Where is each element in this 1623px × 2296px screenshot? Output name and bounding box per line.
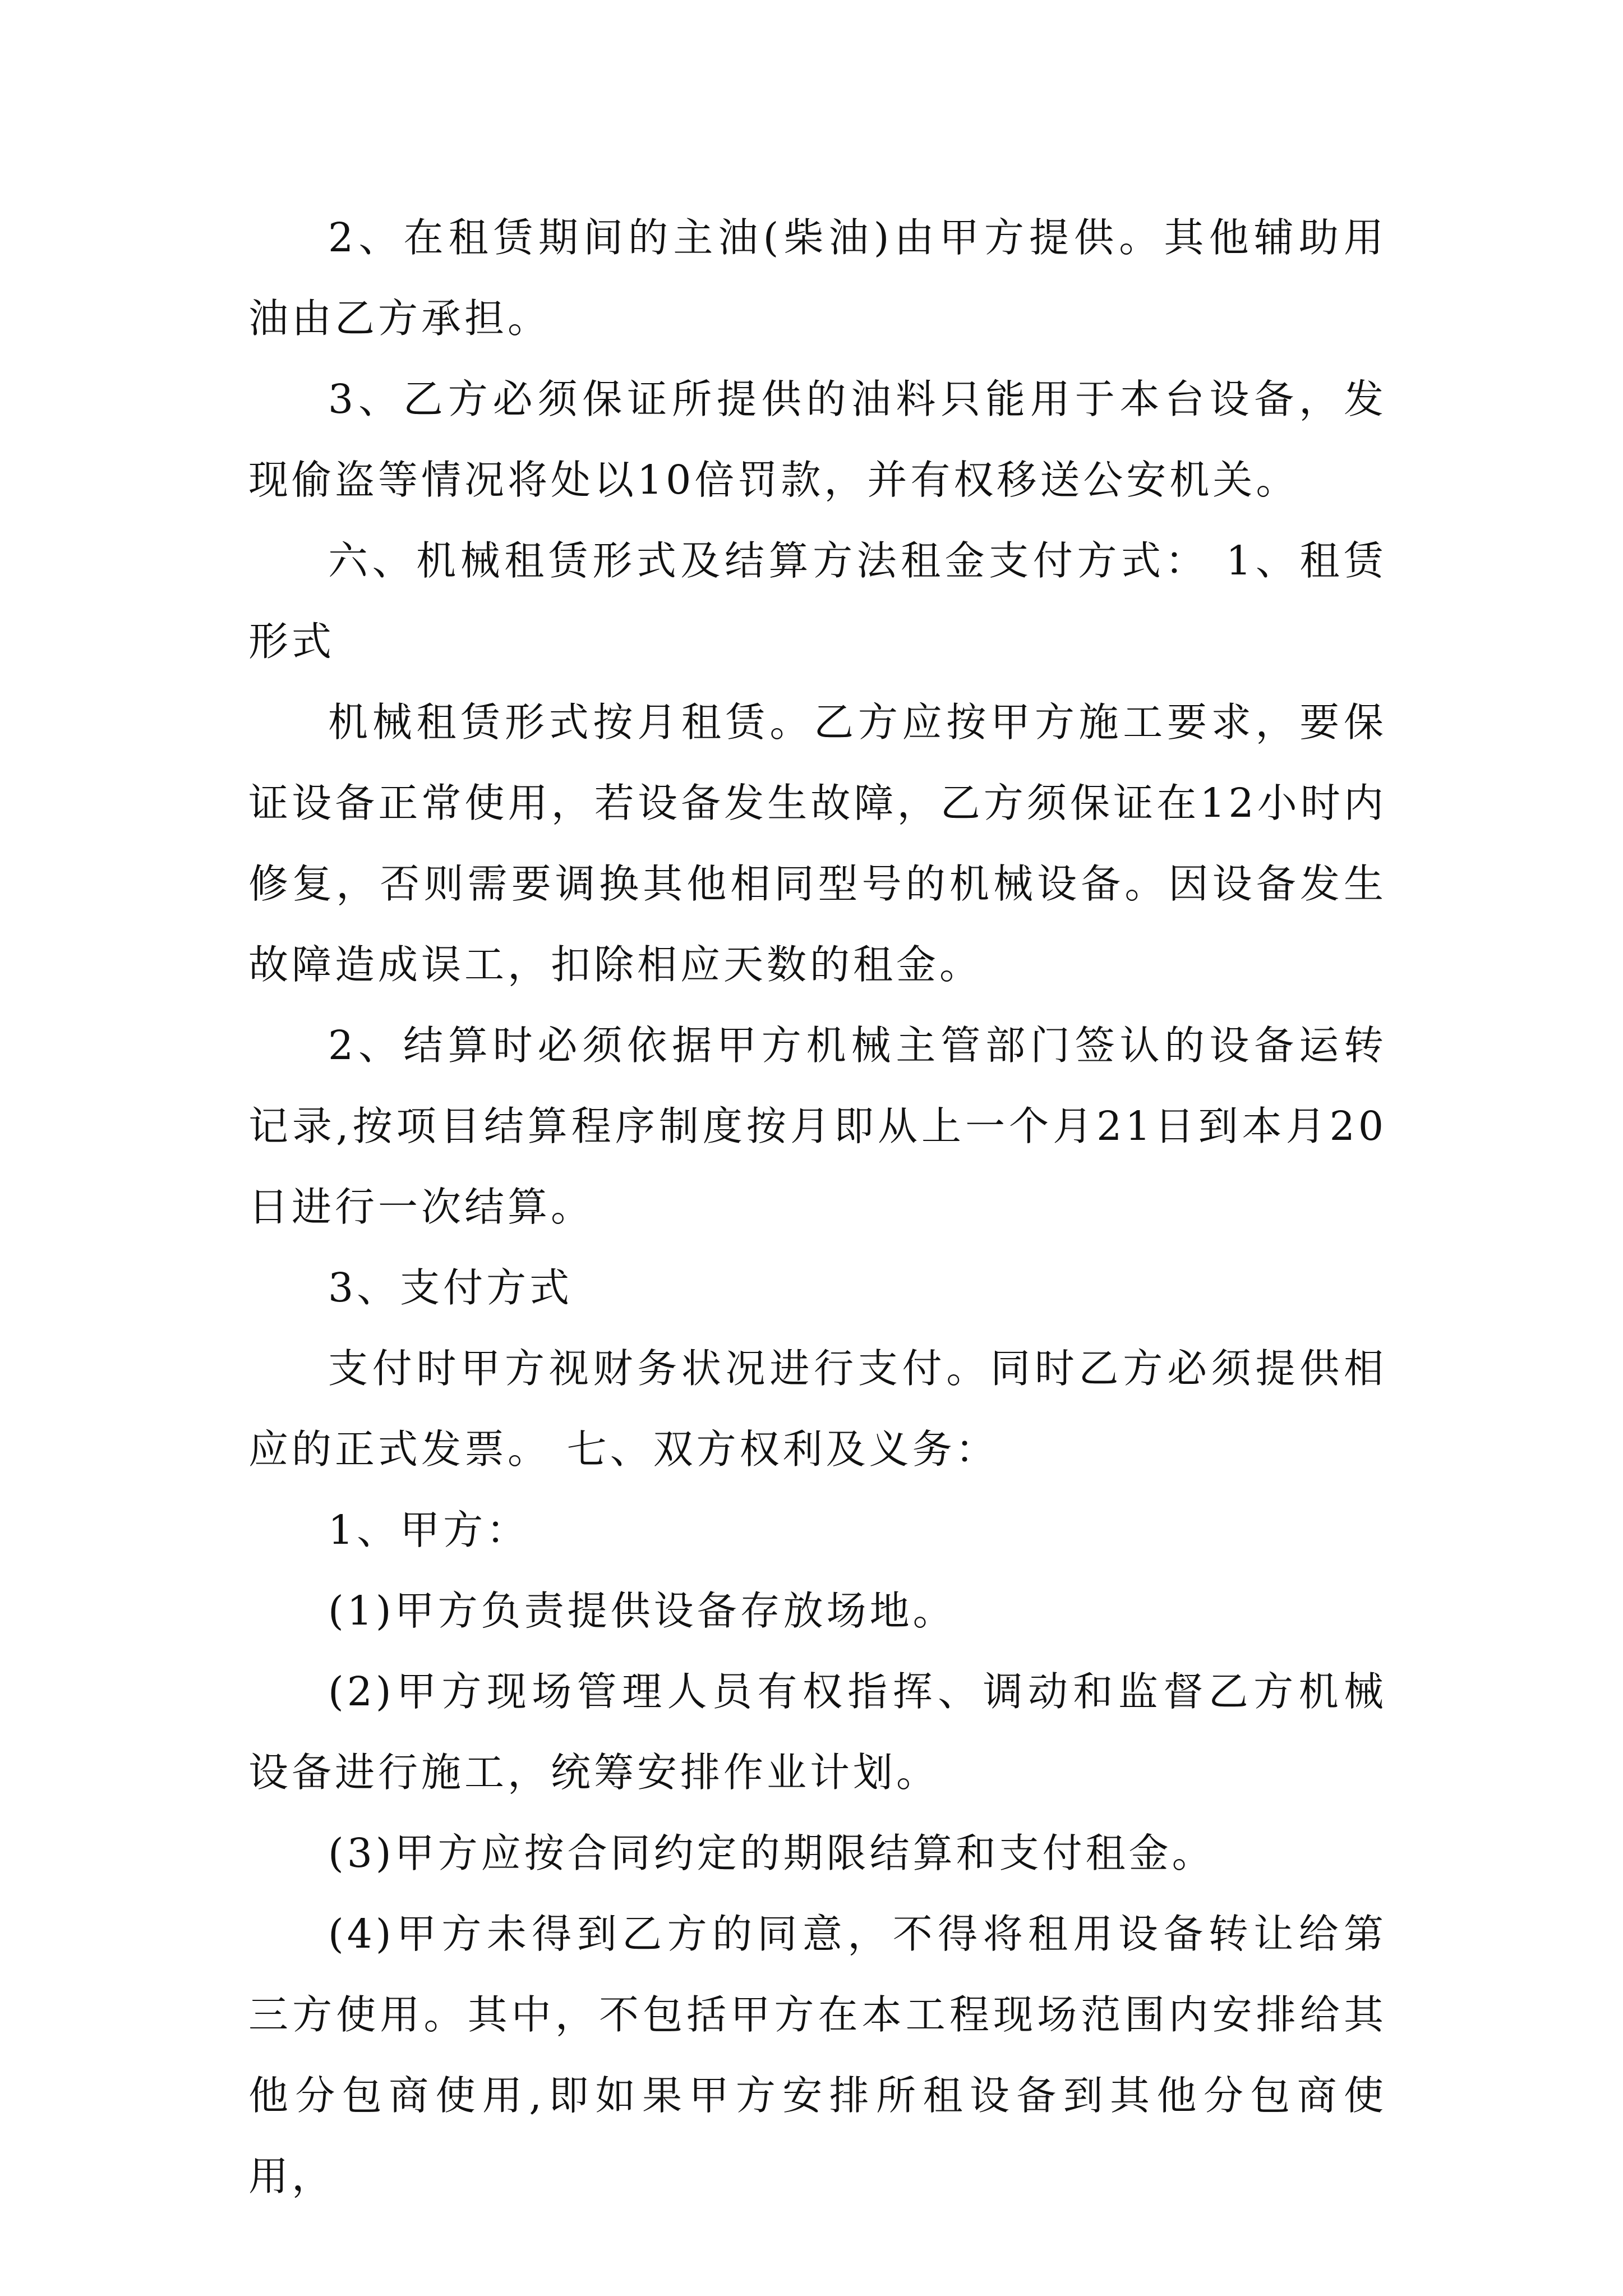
paragraph-payment: 支付时甲方视财务状况进行支付。同时乙方必须提供相应的正式发票。 七、双方权利及义务：: [248, 1345, 1387, 1473]
paragraph-fuel-supply: 2、在租赁期间的主油(柴油)由甲方提供。其他辅助用油由乙方承担。: [248, 214, 1387, 342]
paragraph-fuel-usage: 3、乙方必须保证所提供的油料只能用于本台设备，发现偷盗等情况将处以10倍罚款，并有权移送公安机关。: [248, 376, 1387, 503]
section-heading-lease-form: 六、机械租赁形式及结算方法租金支付方式： 1、租赁形式: [248, 537, 1387, 665]
subheading-party-a: 1、甲方：: [328, 1507, 530, 1553]
document-body: [248, 197, 1387, 2217]
paragraph-party-a-item-4: (4)甲方未得到乙方的同意，不得将租用设备转让给第三方使用。其中，不包括甲方在本工程现场范围内安排给其他分包商使用,即如果甲方安排所租设备到其他分包商使用，: [248, 1911, 1387, 2200]
paragraph-party-a-item-1: (1)甲方负责提供设备存放场地。: [328, 1588, 956, 1634]
paragraph-settlement: 2、结算时必须依据甲方机械主管部门签认的设备运转记录,按项目结算程序制度按月即从上一个月21日到本月20日进行一次结算。: [248, 1022, 1387, 1230]
paragraph-party-a-item-2: (2)甲方现场管理人员有权指挥、调动和监督乙方机械设备进行施工，统筹安排作业计划。: [248, 1668, 1387, 1796]
subheading-payment-method: 3、支付方式: [328, 1264, 573, 1311]
paragraph-monthly-lease: 机械租赁形式按月租赁。乙方应按甲方施工要求，要保证设备正常使用，若设备发生故障，乙方须保证在12小时内修复，否则需要调换其他相同型号的机械设备。因设备发生故障造成误工，扣除相应天数的租金。: [248, 699, 1387, 988]
paragraph-party-a-item-3: (3)甲方应按合同约定的期限结算和支付租金。: [328, 1830, 1215, 1876]
